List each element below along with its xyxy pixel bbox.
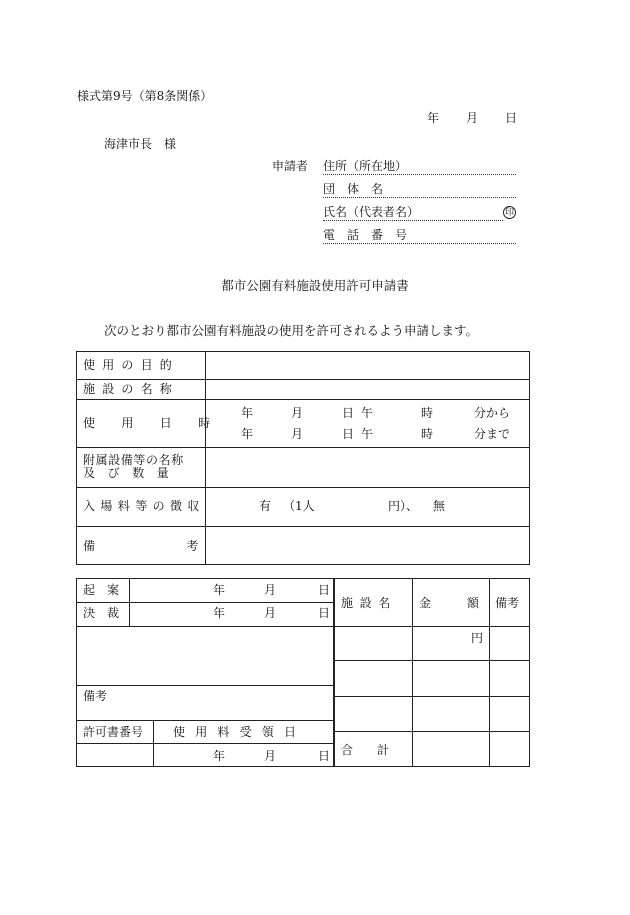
decision-month: 月 xyxy=(264,606,277,620)
remarks-label: 備考 xyxy=(83,539,290,553)
fee-facility-header: 施設名 xyxy=(341,596,397,610)
permit-number-label: 許可書番号 xyxy=(83,725,144,739)
address-label: 住所（所在地） xyxy=(323,159,408,173)
end-minute: 分まで xyxy=(474,427,511,441)
draft-label: 起 案 xyxy=(83,583,120,597)
decision-year: 年 xyxy=(213,606,226,620)
date-month: 月 xyxy=(466,111,479,125)
fee-month: 月 xyxy=(264,749,277,763)
fee-note-header: 備考 xyxy=(495,596,520,610)
equipment-label-2: 及び数量 xyxy=(83,466,182,480)
fee-day: 日 xyxy=(318,749,331,763)
end-ampm: 午 xyxy=(361,427,374,441)
decision-day: 日 xyxy=(318,606,331,620)
end-year: 年 xyxy=(241,427,254,441)
facility-name-label: 施設の名称 xyxy=(83,382,180,396)
form-number: 様式第9号（第8条関係） xyxy=(77,89,213,103)
admission-per-person: （1人 xyxy=(283,499,315,513)
fee-amount-header: 金 額 xyxy=(419,596,492,610)
draft-month: 月 xyxy=(264,583,277,597)
admission-yes[interactable]: 有 xyxy=(259,499,272,513)
intro-text: 次のとおり都市公園有料施設の使用を許可されるよう申請します。 xyxy=(104,323,479,338)
fee-year: 年 xyxy=(213,749,226,763)
date-year: 年 xyxy=(427,111,440,125)
end-month: 月 xyxy=(291,427,304,441)
start-minute: 分から xyxy=(474,406,511,420)
admission-yen: 円）、 xyxy=(388,499,419,513)
start-month: 月 xyxy=(291,406,304,420)
group-field[interactable] xyxy=(323,183,516,198)
equipment-label-1: 附属設備等の名称 xyxy=(83,453,184,467)
document-title: 都市公園有料施設使用許可申請書 xyxy=(221,278,409,293)
yen-unit: 円 xyxy=(471,631,484,645)
admission-no[interactable]: 無 xyxy=(433,499,446,513)
date-day: 日 xyxy=(505,111,518,125)
start-ampm: 午 xyxy=(361,406,374,420)
address-field[interactable] xyxy=(323,160,516,175)
phone-label: 電 話 番 号 xyxy=(323,228,408,242)
fee-received-label: 使用料受領日 xyxy=(173,725,307,739)
seal-mark: 印 xyxy=(504,208,514,218)
name-label: 氏名（代表者名） xyxy=(323,205,420,219)
datetime-label: 使用日時 xyxy=(83,416,237,430)
purpose-label: 使用の目的 xyxy=(83,358,180,372)
end-day: 日 xyxy=(342,427,355,441)
start-year: 年 xyxy=(241,406,254,420)
total-label: 合 計 xyxy=(341,743,390,757)
addressee: 海津市長 様 xyxy=(104,137,177,151)
group-label: 団 体 名 xyxy=(323,182,384,196)
admission-label: 入場料等の徴収 xyxy=(83,499,205,513)
decision-label: 決 裁 xyxy=(83,606,120,620)
draft-day: 日 xyxy=(318,583,331,597)
start-day: 日 xyxy=(342,406,355,420)
name-field[interactable] xyxy=(323,206,503,221)
phone-field[interactable] xyxy=(323,229,516,244)
office-remarks-label: 備考 xyxy=(83,689,108,703)
draft-year: 年 xyxy=(213,583,226,597)
applicant-label: 申請者 xyxy=(272,159,309,173)
end-hour: 時 xyxy=(421,427,434,441)
start-hour: 時 xyxy=(421,406,434,420)
